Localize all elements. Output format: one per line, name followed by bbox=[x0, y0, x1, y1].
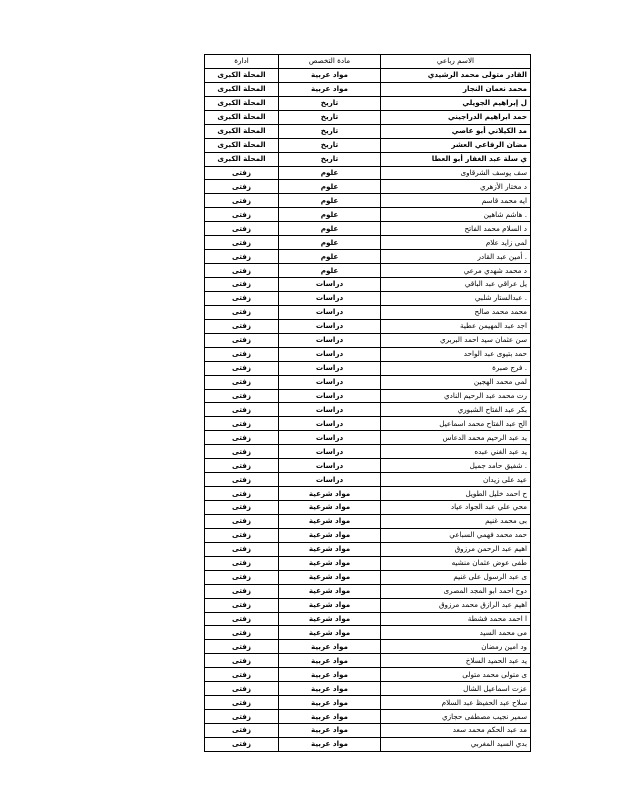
cell-name: دوح احمد ابو المجد المصرى bbox=[381, 584, 531, 598]
cell-name: د مختار الأزهري bbox=[381, 180, 531, 194]
cell-subject: مواد عربية bbox=[279, 668, 381, 682]
cell-admin: زفتى bbox=[205, 696, 279, 710]
table-row bbox=[205, 82, 531, 96]
table-row bbox=[205, 570, 531, 584]
cell-subject: مواد شرعية bbox=[279, 598, 381, 612]
table-row bbox=[205, 236, 531, 250]
cell-admin: زفتى bbox=[205, 166, 279, 180]
cell-admin: زفتى bbox=[205, 319, 279, 333]
cell-subject: دراسات bbox=[279, 375, 381, 389]
cell-name: الح عبد الفتاح محمد اسماعيل bbox=[381, 417, 531, 431]
cell-admin: زفتى bbox=[205, 250, 279, 264]
cell-admin: زفتى bbox=[205, 291, 279, 305]
cell-name: مضان الرفاعي العشر bbox=[381, 138, 531, 152]
cell-name: . فرج صبرة bbox=[381, 361, 531, 375]
cell-admin: زفتى bbox=[205, 682, 279, 696]
table-row bbox=[205, 333, 531, 347]
cell-name: لمى زايد علام bbox=[381, 236, 531, 250]
header-admin: ادارة bbox=[205, 55, 279, 69]
table-row bbox=[205, 319, 531, 333]
cell-subject: مواد عربية bbox=[279, 737, 381, 751]
table-row bbox=[205, 124, 531, 138]
header-name: الاسم رباعي bbox=[381, 55, 531, 69]
cell-subject: دراسات bbox=[279, 459, 381, 473]
cell-subject: دراسات bbox=[279, 278, 381, 292]
table-row bbox=[205, 291, 531, 305]
cell-subject: مواد عربية bbox=[279, 654, 381, 668]
cell-subject: دراسات bbox=[279, 333, 381, 347]
cell-subject: مواد عربية bbox=[279, 724, 381, 738]
cell-name: محمد محمد صالح bbox=[381, 305, 531, 319]
cell-name: بى محمد غنيم bbox=[381, 514, 531, 528]
table-row bbox=[205, 542, 531, 556]
cell-admin: المحلة الكبرى bbox=[205, 96, 279, 110]
cell-subject: مواد عربية bbox=[279, 682, 381, 696]
cell-admin: زفتى bbox=[205, 417, 279, 431]
cell-subject: دراسات bbox=[279, 403, 381, 417]
cell-admin: زفتى bbox=[205, 528, 279, 542]
cell-name: طفى عوض عثمان منشيه bbox=[381, 556, 531, 570]
cell-admin: زفتى bbox=[205, 305, 279, 319]
table-row bbox=[205, 487, 531, 501]
cell-name: د محمد شهدي مرعي bbox=[381, 264, 531, 278]
cell-subject: تاريخ bbox=[279, 138, 381, 152]
cell-name: . هاشم شاهين bbox=[381, 208, 531, 222]
cell-subject: دراسات bbox=[279, 305, 381, 319]
cell-admin: زفتى bbox=[205, 473, 279, 487]
cell-admin: المحلة الكبرى bbox=[205, 110, 279, 124]
cell-subject: مواد عربية bbox=[279, 640, 381, 654]
cell-subject: علوم bbox=[279, 222, 381, 236]
cell-admin: زفتى bbox=[205, 654, 279, 668]
cell-name: د السلام محمد الفاتح bbox=[381, 222, 531, 236]
cell-name: مد الكيلاني أبو عاصي bbox=[381, 124, 531, 138]
cell-admin: زفتى bbox=[205, 264, 279, 278]
cell-name: اجد عبد المهيمن عطية bbox=[381, 319, 531, 333]
cell-subject: تاريخ bbox=[279, 110, 381, 124]
cell-subject: دراسات bbox=[279, 361, 381, 375]
cell-subject: تاريخ bbox=[279, 124, 381, 138]
cell-name: . عبدالستار شلبي bbox=[381, 291, 531, 305]
cell-name: سلاح عبد الحفيظ عبد السلام bbox=[381, 696, 531, 710]
table-row bbox=[205, 166, 531, 180]
cell-name: ى عبد الرسول على غنيم bbox=[381, 570, 531, 584]
cell-name: ا احمد محمد فشطة bbox=[381, 612, 531, 626]
cell-name: سن عثمان سيد احمد البربري bbox=[381, 333, 531, 347]
cell-admin: زفتى bbox=[205, 724, 279, 738]
cell-subject: دراسات bbox=[279, 445, 381, 459]
cell-subject: مواد شرعية bbox=[279, 626, 381, 640]
cell-name: يد عبد الرحيم محمد الدعاس bbox=[381, 431, 531, 445]
table-row bbox=[205, 696, 531, 710]
cell-admin: زفتى bbox=[205, 278, 279, 292]
table-row bbox=[205, 68, 531, 82]
cell-subject: مواد شرعية bbox=[279, 556, 381, 570]
cell-admin: المحلة الكبرى bbox=[205, 68, 279, 82]
table-row bbox=[205, 598, 531, 612]
table-row bbox=[205, 347, 531, 361]
table-row bbox=[205, 612, 531, 626]
table-row bbox=[205, 278, 531, 292]
cell-admin: زفتى bbox=[205, 222, 279, 236]
cell-name: حمد ابراهيم الدراجيني bbox=[381, 110, 531, 124]
cell-name: رت محمد عبد الرحيم النادي bbox=[381, 389, 531, 403]
cell-subject: دراسات bbox=[279, 347, 381, 361]
cell-subject: دراسات bbox=[279, 431, 381, 445]
table-row bbox=[205, 459, 531, 473]
cell-admin: زفتى bbox=[205, 236, 279, 250]
cell-subject: علوم bbox=[279, 194, 381, 208]
cell-name: يد عبد الحميد السلاخ bbox=[381, 654, 531, 668]
cell-subject: علوم bbox=[279, 208, 381, 222]
cell-admin: زفتى bbox=[205, 431, 279, 445]
table-row bbox=[205, 556, 531, 570]
cell-name: لمى محمد الهجين bbox=[381, 375, 531, 389]
cell-subject: مواد عربية bbox=[279, 710, 381, 724]
cell-name: ايه محمد قاسم bbox=[381, 194, 531, 208]
cell-admin: زفتى bbox=[205, 556, 279, 570]
cell-name: عزت اسماعيل الشال bbox=[381, 682, 531, 696]
cell-admin: زفتى bbox=[205, 668, 279, 682]
cell-admin: زفتى bbox=[205, 584, 279, 598]
cell-admin: زفتى bbox=[205, 208, 279, 222]
cell-admin: زفتى bbox=[205, 459, 279, 473]
cell-admin: زفتى bbox=[205, 361, 279, 375]
table-body bbox=[205, 68, 531, 751]
cell-name: ي سلة عبد الغفار أبو العطا bbox=[381, 152, 531, 166]
cell-name: مى محمد السيد bbox=[381, 626, 531, 640]
cell-admin: زفتى bbox=[205, 598, 279, 612]
cell-subject: علوم bbox=[279, 180, 381, 194]
cell-subject: مواد شرعية bbox=[279, 584, 381, 598]
cell-admin: زفتى bbox=[205, 640, 279, 654]
table-row bbox=[205, 403, 531, 417]
cell-admin: زفتى bbox=[205, 710, 279, 724]
cell-name: ى متولى محمد متولى bbox=[381, 668, 531, 682]
header-row bbox=[205, 55, 531, 69]
cell-subject: مواد عربية bbox=[279, 82, 381, 96]
table-row bbox=[205, 138, 531, 152]
table-row bbox=[205, 110, 531, 124]
cell-name: سف يوسف الشرقاوى bbox=[381, 166, 531, 180]
cell-name: محمد نعمان النجار bbox=[381, 82, 531, 96]
cell-subject: تاريخ bbox=[279, 152, 381, 166]
table-row bbox=[205, 264, 531, 278]
cell-admin: زفتى bbox=[205, 542, 279, 556]
cell-admin: زفتى bbox=[205, 347, 279, 361]
table-row bbox=[205, 417, 531, 431]
cell-name: عيد على زيدان bbox=[381, 473, 531, 487]
cell-name: سمير نجيب مصطفى حجازي bbox=[381, 710, 531, 724]
cell-subject: دراسات bbox=[279, 417, 381, 431]
cell-subject: مواد شرعية bbox=[279, 612, 381, 626]
table-row bbox=[205, 96, 531, 110]
cell-subject: دراسات bbox=[279, 473, 381, 487]
cell-subject: مواد شرعية bbox=[279, 514, 381, 528]
table-row bbox=[205, 640, 531, 654]
cell-admin: زفتى bbox=[205, 737, 279, 751]
cell-name: . أمين عبد القادر bbox=[381, 250, 531, 264]
cell-admin: زفتى bbox=[205, 403, 279, 417]
table-row bbox=[205, 682, 531, 696]
cell-name: بكر عبد الفتاح الشبوري bbox=[381, 403, 531, 417]
table-row bbox=[205, 194, 531, 208]
cell-name: اهيم عبد الرازق محمد مرزوق bbox=[381, 598, 531, 612]
cell-admin: زفتى bbox=[205, 570, 279, 584]
cell-subject: مواد شرعية bbox=[279, 528, 381, 542]
table-row bbox=[205, 222, 531, 236]
table-row bbox=[205, 389, 531, 403]
table-row bbox=[205, 514, 531, 528]
cell-admin: زفتى bbox=[205, 626, 279, 640]
table-row bbox=[205, 473, 531, 487]
cell-name: اهيم عبد الرحمن مرزوق bbox=[381, 542, 531, 556]
cell-admin: زفتى bbox=[205, 375, 279, 389]
cell-admin: زفتى bbox=[205, 501, 279, 515]
cell-name: حمد بتيوى عبد الواحد bbox=[381, 347, 531, 361]
cell-name: ح احمد خليل الطويل bbox=[381, 487, 531, 501]
table-row bbox=[205, 361, 531, 375]
cell-admin: زفتى bbox=[205, 333, 279, 347]
table-row bbox=[205, 152, 531, 166]
cell-name: حمد محمد فهمي السباعي bbox=[381, 528, 531, 542]
cell-subject: دراسات bbox=[279, 389, 381, 403]
cell-name: يل عراقي عبد الباقي bbox=[381, 278, 531, 292]
table-row bbox=[205, 180, 531, 194]
cell-admin: المحلة الكبرى bbox=[205, 82, 279, 96]
cell-name: يد عبد الغني عبده bbox=[381, 445, 531, 459]
cell-name: محي علي عبد الجواد عياد bbox=[381, 501, 531, 515]
cell-admin: المحلة الكبرى bbox=[205, 138, 279, 152]
table-row bbox=[205, 375, 531, 389]
cell-subject: دراسات bbox=[279, 291, 381, 305]
cell-subject: دراسات bbox=[279, 319, 381, 333]
cell-name: القادر متولى محمد الرشيدي bbox=[381, 68, 531, 82]
cell-subject: علوم bbox=[279, 250, 381, 264]
cell-admin: زفتى bbox=[205, 194, 279, 208]
table-row bbox=[205, 668, 531, 682]
header-subject: مادة التخصص bbox=[279, 55, 381, 69]
cell-subject: تاريخ bbox=[279, 96, 381, 110]
table-row bbox=[205, 305, 531, 319]
cell-subject: مواد شرعية bbox=[279, 570, 381, 584]
cell-admin: زفتى bbox=[205, 445, 279, 459]
cell-subject: مواد شرعية bbox=[279, 501, 381, 515]
table-row bbox=[205, 208, 531, 222]
cell-name: بدي السيد المغربي bbox=[381, 737, 531, 751]
cell-subject: مواد شرعية bbox=[279, 542, 381, 556]
cell-admin: زفتى bbox=[205, 487, 279, 501]
cell-admin: المحلة الكبرى bbox=[205, 124, 279, 138]
cell-subject: علوم bbox=[279, 264, 381, 278]
table-row bbox=[205, 654, 531, 668]
cell-admin: زفتى bbox=[205, 612, 279, 626]
cell-name: ود امين رمضان bbox=[381, 640, 531, 654]
table-row bbox=[205, 626, 531, 640]
table-row bbox=[205, 724, 531, 738]
cell-admin: زفتى bbox=[205, 514, 279, 528]
table-row bbox=[205, 584, 531, 598]
cell-name: . شفيق حامد جميل bbox=[381, 459, 531, 473]
table-row bbox=[205, 710, 531, 724]
cell-subject: مواد عربية bbox=[279, 68, 381, 82]
table-row bbox=[205, 501, 531, 515]
cell-subject: مواد عربية bbox=[279, 696, 381, 710]
table-row bbox=[205, 737, 531, 751]
cell-admin: المحلة الكبرى bbox=[205, 152, 279, 166]
table-row bbox=[205, 528, 531, 542]
table-row bbox=[205, 431, 531, 445]
cell-subject: علوم bbox=[279, 166, 381, 180]
cell-admin: زفتى bbox=[205, 389, 279, 403]
cell-name: مد عبد الحكم محمد سعد bbox=[381, 724, 531, 738]
table-row bbox=[205, 250, 531, 264]
teachers-table bbox=[204, 54, 531, 752]
cell-name: ل إبراهيم الجويلي bbox=[381, 96, 531, 110]
table-row bbox=[205, 445, 531, 459]
cell-admin: زفتى bbox=[205, 180, 279, 194]
cell-subject: مواد شرعية bbox=[279, 487, 381, 501]
cell-subject: علوم bbox=[279, 236, 381, 250]
